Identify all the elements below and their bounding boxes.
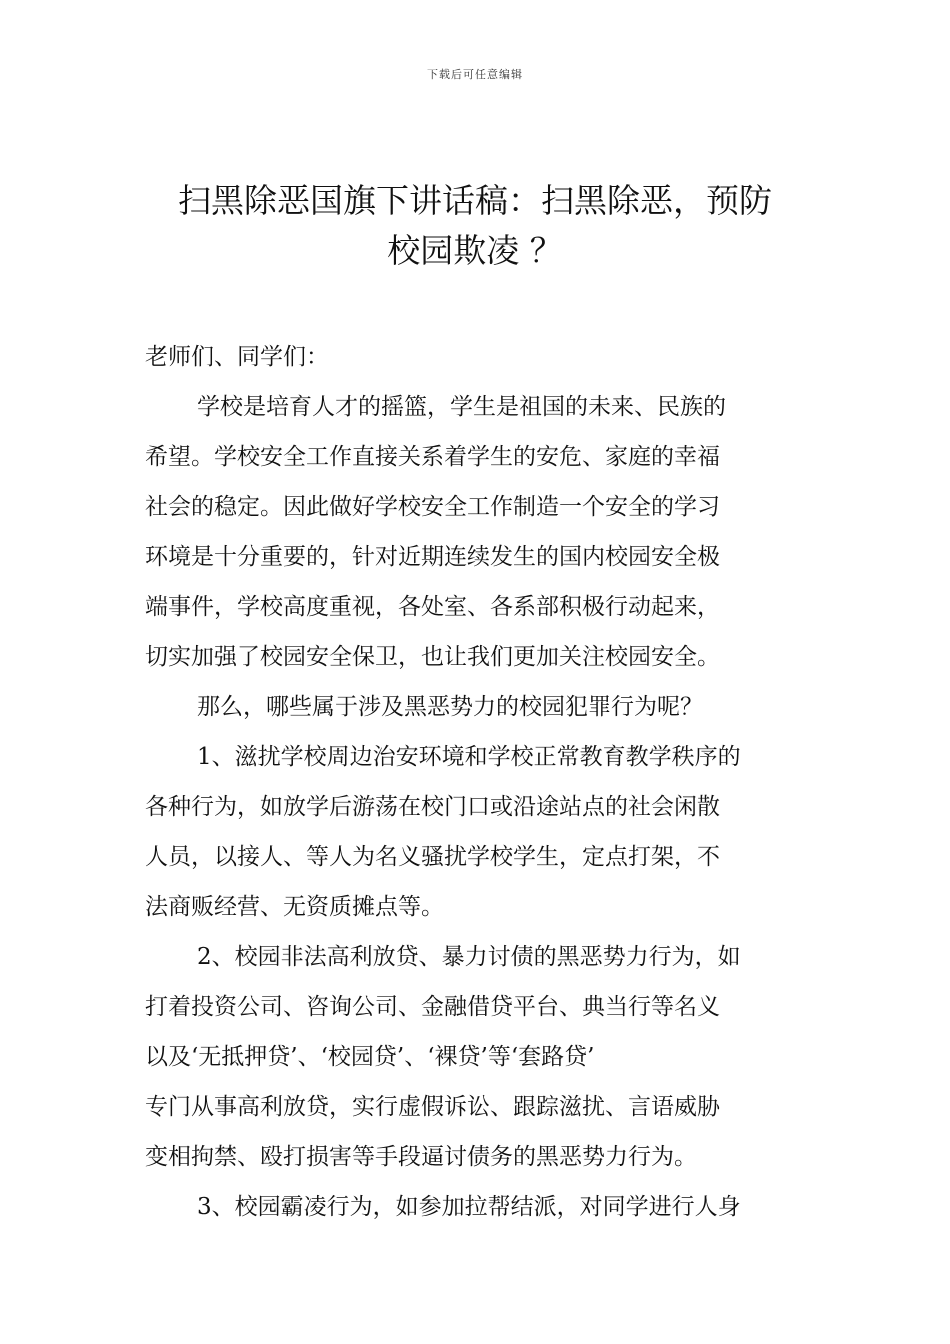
paragraph-line: 学校是培育人才的摇篮，学生是祖国的未来、民族的 xyxy=(197,394,726,420)
paragraph-line: 那么，哪些属于涉及黑恶势力的校园犯罪行为呢？ xyxy=(197,694,703,720)
paragraph-line: 端事件，学校高度重视，各处室、各系部积极行动起来， xyxy=(145,594,720,620)
paragraph-line: 人员，以接人、等人为名义骚扰学校学生，定点打架，不 xyxy=(145,844,720,870)
paragraph-line: 1、滋扰学校周边治安环境和学校正常教育教学秩序的 xyxy=(197,744,741,770)
paragraph-line: 变相拘禁、殴打损害等手段逼讨债务的黑恶势力行为。 xyxy=(145,1144,697,1170)
title-line-2: 校园欺凌 ？ xyxy=(387,231,563,270)
paragraph-line: 社会的稳定。因此做好学校安全工作制造一个安全的学习 xyxy=(145,494,720,520)
document-body xyxy=(145,332,810,1232)
salutation: 老师们、同学们： xyxy=(145,344,329,370)
paragraph-line: 打着投资公司、咨询公司、金融借贷平台、典当行等名义 xyxy=(145,994,720,1020)
paragraph-line: 各种行为，如放学后游荡在校门口或沿途站点的社会闲散 xyxy=(145,794,720,820)
paragraph-line: 3、校园霸凌行为，如参加拉帮结派，对同学进行人身 xyxy=(197,1194,741,1220)
paragraph-line: 2、校园非法高利放贷、暴力讨债的黑恶势力行为，如 xyxy=(197,944,741,970)
paragraph-line: 专门从事高利放贷，实行虚假诉讼、跟踪滋扰、言语威胁 xyxy=(145,1094,720,1120)
title-line-1: 扫黑除恶国旗下讲话稿：扫黑除恶，预防 xyxy=(178,181,772,220)
document-title xyxy=(100,176,850,276)
paragraph-line: 切实加强了校园安全保卫，也让我们更加关注校园安全。 xyxy=(145,644,720,670)
paragraph-line: 环境是十分重要的，针对近期连续发生的国内校园安全极 xyxy=(145,544,720,570)
paragraph-line: 希望。学校安全工作直接关系着学生的安危、家庭的幸福 xyxy=(145,444,720,470)
paragraph-line: 以及‘无抵押贷’、‘校园贷’、‘裸贷’等‘套路贷’ xyxy=(145,1044,595,1070)
header-note: 下载后可任意编辑 xyxy=(427,68,523,81)
paragraph-line: 法商贩经营、无资质摊点等。 xyxy=(145,894,444,920)
